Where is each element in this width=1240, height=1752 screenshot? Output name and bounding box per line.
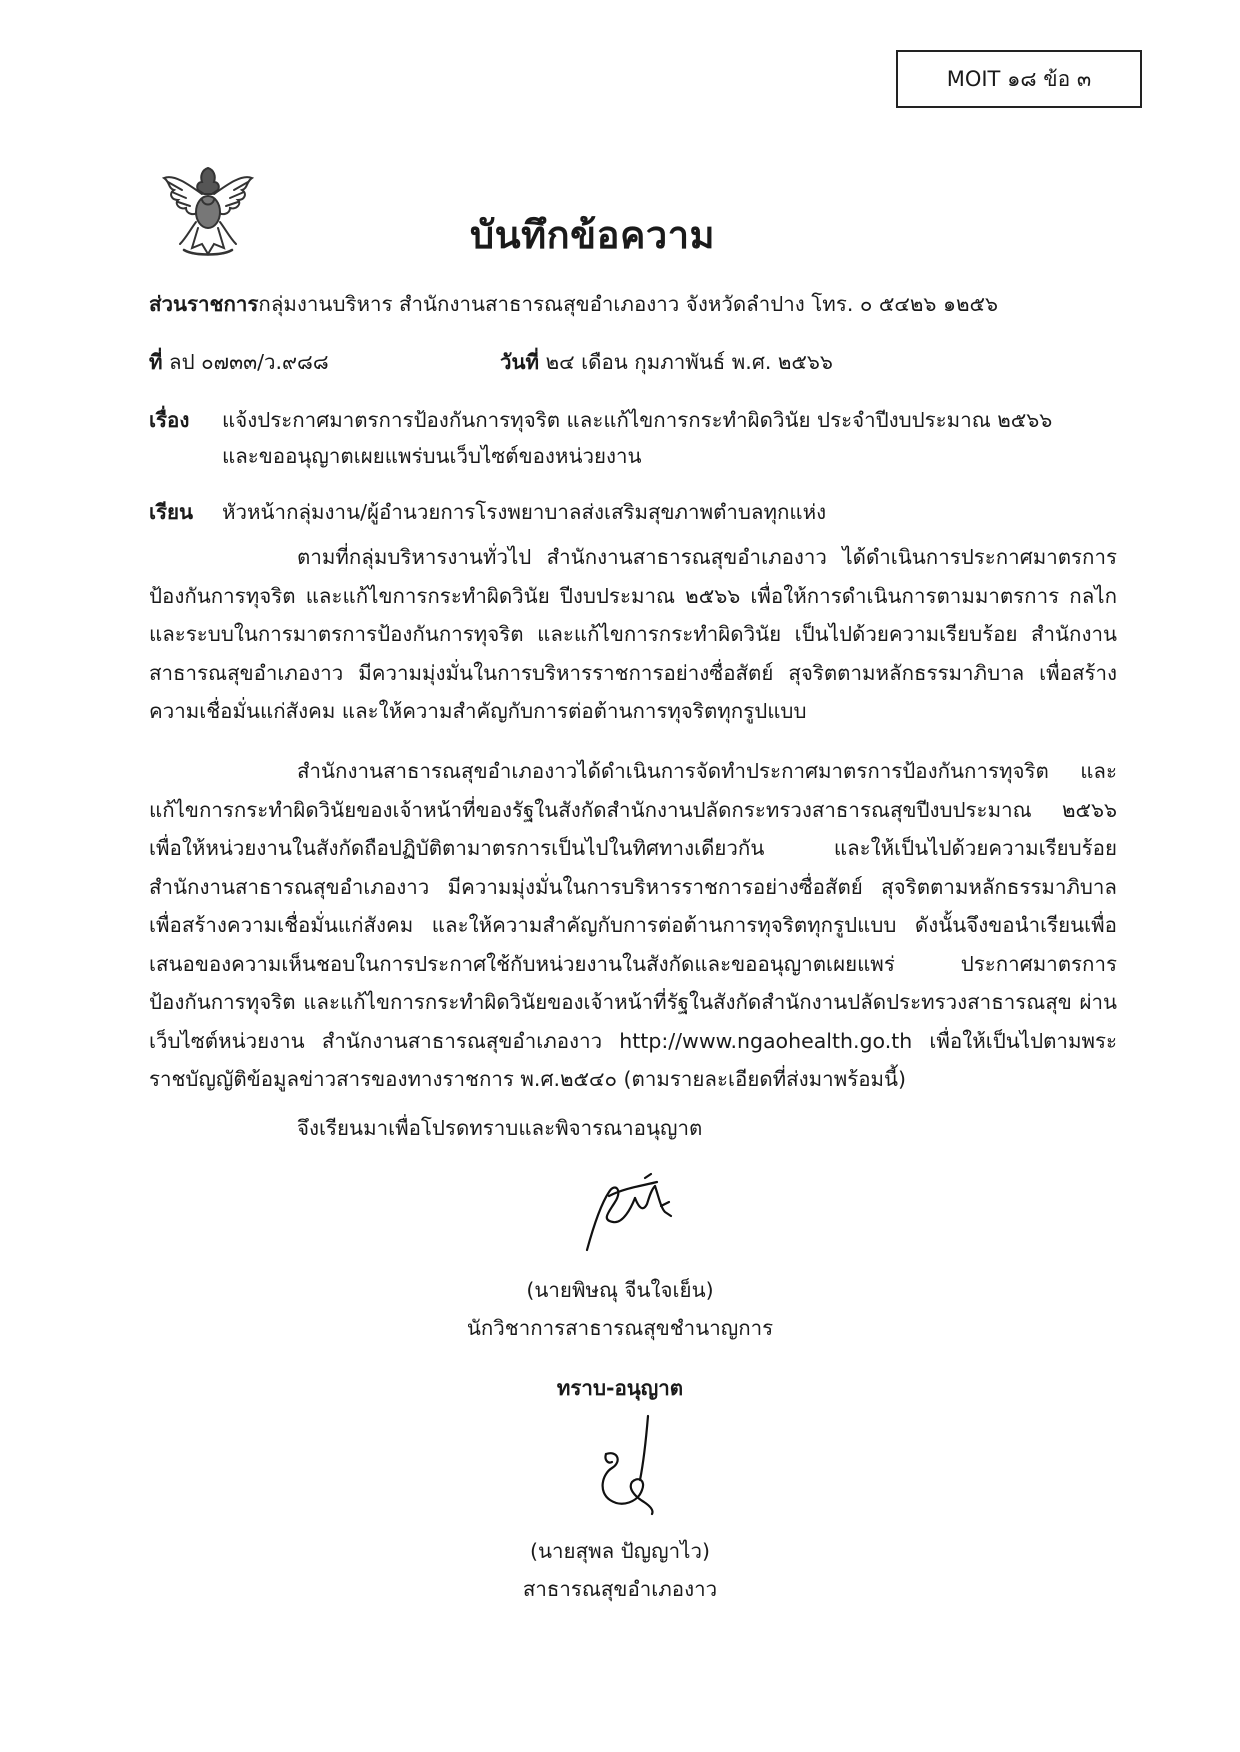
subject-line-1: แจ้งประกาศมาตรการป้องกันการทุจริต และแก้ไขการกระทำผิดวินัย ประจำปีงบประมาณ ๒๕๖๖ (222, 408, 1053, 432)
subject-label-text: เรื่อง (149, 408, 190, 432)
reference-label: ที่ (149, 350, 163, 374)
document-code: MOIT ๑๘ ข้อ ๓ (946, 66, 1092, 91)
subject-line-2: และขออนุญาตเผยแพร่บนเว็บไซต์ของหน่วยงาน (222, 444, 642, 468)
body-paragraph-1: ตามที่กลุ่มบริหารงานทั่วไป สำนักงานสาธารณสุขอำเภองาว ได้ดำเนินการประกาศมาตรการป้องกันการทุจริต และแก้ไขการกระทำผิดวินัย ปีงบประมาณ ๒๕๖๖ เพื่อให้การดำเนินการตามมาตรการ กลไก และระบบในการมาตรการป้องกันการทุจริต และแก้ไขการกระทำผิดวินัย เป็นไปด้วยความเรียบร้อย สำนักงานสาธารณสุขอำเภองาว มีความมุ่งมั่นในการบริหารราชการอย่างซื่อสัตย์ สุจริตตามหลักธรรมาภิบาล เพื่อสร้างความเชื่อมั่นแก่สังคม และให้ความสำคัญกับการต่อต้านการทุจริตทุกรูปแบบ (149, 545, 1117, 723)
signer-1-position: นักวิชาการสาธารณสุขชำนาญการ (466, 1316, 774, 1340)
signature-1-icon (575, 1168, 685, 1258)
signer-1-name: (นายพิษณุ จีนใจเย็น) (526, 1278, 714, 1302)
date-value: ๒๔ เดือน กุมภาพันธ์ พ.ศ. ๒๕๖๖ (545, 350, 833, 374)
recipient-value: หัวหน้ากลุ่มงาน/ผู้อำนวยการโรงพยาบาลส่งเสริมสุขภาพตำบลทุกแห่ง (222, 500, 827, 524)
recipient-label (149, 496, 193, 529)
approval-text: ทราบ-อนุญาต (556, 1376, 684, 1400)
document-code-box (896, 50, 1142, 108)
recipient-label-text: เรียน (149, 500, 194, 524)
signer-2-position: สาธารณสุขอำเภองาว (522, 1577, 718, 1601)
garuda-emblem-icon (158, 160, 258, 260)
reference-value: ลป ๐๗๓๓/ว.๙๘๘ (169, 350, 329, 374)
closing-line: จึงเรียนมาเพื่อโปรดทราบและพิจารณาอนุญาต (297, 1116, 703, 1140)
agency-label: ส่วนราชการ (149, 292, 259, 316)
date-label: วันที่ (500, 350, 540, 374)
date-line (500, 346, 833, 379)
page-title: บันทึกข้อความ (470, 213, 716, 257)
agency-value: กลุ่มงานบริหาร สำนักงานสาธารณสุขอำเภองาว จังหวัดลำปาง โทร. ๐ ๕๔๒๖ ๑๒๕๖ (258, 292, 999, 316)
reference-line (149, 346, 329, 379)
body-paragraph-2: สำนักงานสาธารณสุขอำเภองาวได้ดำเนินการจัดทำประกาศมาตรการป้องกันการทุจริต และแก้ไขการกระทำผิดวินัยของเจ้าหน้าที่ของรัฐในสังกัดสำนักงานปลัดกระทรวงสาธารณสุขปีงบประมาณ ๒๕๖๖ เพื่อให้หน่วยงานในสังกัดถือปฏิบัติตามาตรการเป็นไปในทิศทางเดียวกัน และให้เป็นไปด้วยความเรียบร้อย สำนักงานสาธารณสุขอำเภองาว มีความมุ่งมั่นในการบริหารราชการอย่างซื่อสัตย์ สุจริตตามหลักธรรมาภิบาล เพื่อสร้างความเชื่อมั่นแก่สังคม และให้ความสำคัญกับการต่อต้านการทุจริตทุกรูปแบบ ดังนั้นจึงขอนำเรียนเพื่อเสนอของความเห็นชอบในการประกาศใช้กับหน่วยงานในสังกัดและขออนุญาตเผยแพร่ ประกาศมาตรการป้องกันการทุจริต และแก้ไขการกระทำผิดวินัยของเจ้าหน้าที่รัฐในสังกัดสำนักงานปลัดประทรวงสาธารณสุข ผ่านเว็บไซต์หน่วยงาน สำนักงานสาธารณสุขอำเภองาว http://www.ngaohealth.go.th เพื่อให้เป็นไปตามพระราชบัญญัติข้อมูลข่าวสารของทางราชการ พ.ศ.๒๕๔๐ (ตามรายละเอียดที่ส่งมาพร้อมนี้) (149, 759, 1117, 1091)
signer-2-name: (นายสุพล ปัญญาไว) (530, 1539, 710, 1563)
signature-2-icon (588, 1410, 668, 1520)
agency-line (149, 288, 998, 321)
subject-label (149, 404, 189, 437)
